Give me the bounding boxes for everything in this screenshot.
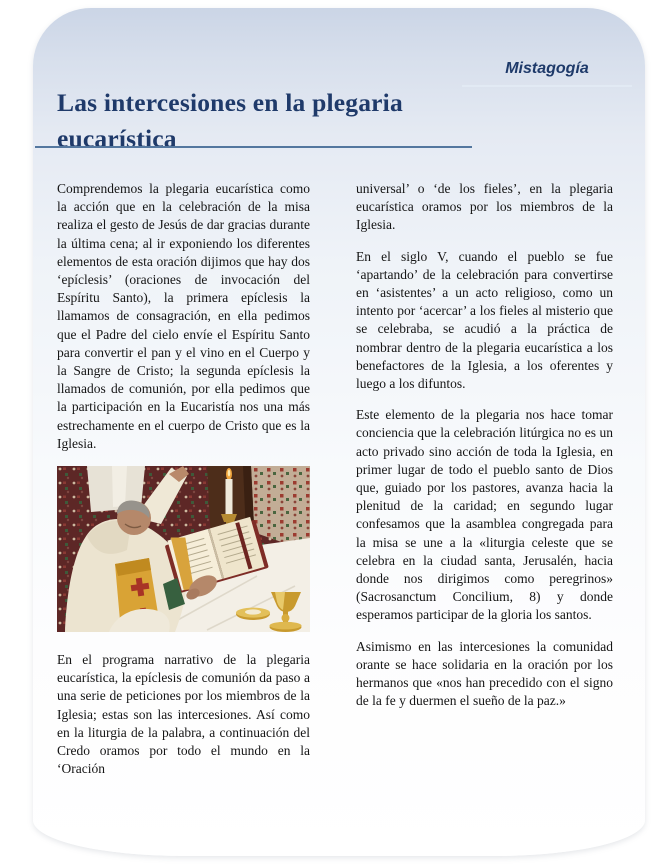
page-title: Las intercesiones en la plegaria eucarística (57, 88, 403, 154)
paragraph: Este elemento de la plegaria nos hace tomar conciencia que la celebración litúrgica no es un acto privado sino acción de toda la Iglesia, en primer lugar de todo el pueblo santo de Dios que, guiado por los pastores, avanza hacia la plenitud de la caridad; en segundo lugar confesamos que la asamblea congregada para la misa se une a la «liturgia celeste que se celebra en la ciudad santa, Jerusalén, hacia donde nos dirigimos como peregrinos» (Sacrosanctum Concilium, 8) y donde esperamos participar de la gloria los santos. (356, 407, 613, 623)
page-sheet (33, 8, 645, 856)
title-underline-rule (35, 146, 472, 148)
masthead-label: Mistagogía (462, 60, 632, 87)
paragraph: Asimismo en las intercesiones la comunidad orante se hace solidaria en la oración por los hermanos que «nos han precedido con el signo de la fe y duermen el sueño de la paz.» (356, 638, 613, 709)
left-column (57, 180, 310, 791)
right-column (356, 180, 613, 791)
article-body (57, 180, 623, 791)
paten (236, 608, 270, 620)
paragraph: Comprendemos la plegaria eucarística como la acción que en la celebración de la misa realiza el gesto de Jesús de dar gracias durante la última cena; al ir exponiendo los diferentes elementos de esta oración dijimos que hay dos ‘epíclesis’ (oraciones de invocación del Espíritu Santo), la primera epíclesis la llamamos de consagración, en ella pedimos que el Padre del cielo envíe el Espíritu Santo para convertir el pan y el vino en el Cuerpo y la Sangre de Cristo; la segunda epíclesis la llamados de comunión, por ella pedimos que la participación en la Eucaristía nos una más estrechamente en el cuerpo de Cristo que es la Iglesia. (57, 181, 310, 451)
paragraph: universal’ o ‘de los fieles’, en la plegaria eucarística oramos por los miembros de la Iglesia. (356, 181, 613, 233)
priest-at-altar-photo (57, 466, 310, 632)
paragraph: En el programa narrativo de la plegaria eucarística, la epíclesis de comunión da paso a una serie de peticiones por los miembros de la Iglesia; estas son las intercesiones. Así como en la liturgia de la palabra, a continuación del Credo oramos por todo el mundo en la ‘Oración (57, 652, 310, 777)
paragraph: En el siglo V, cuando el pueblo se fue ‘apartando’ de la celebración para convertirse en ‘asistentes’ a un acto religioso, como un intento por ‘acercar’ a los fieles al misterio que se celebraba, se acudió a la práctica de nombrar dentro de la plegaria eucarística a los benefactores de la Iglesia, a los oferentes y luego a los difuntos. (356, 248, 613, 392)
